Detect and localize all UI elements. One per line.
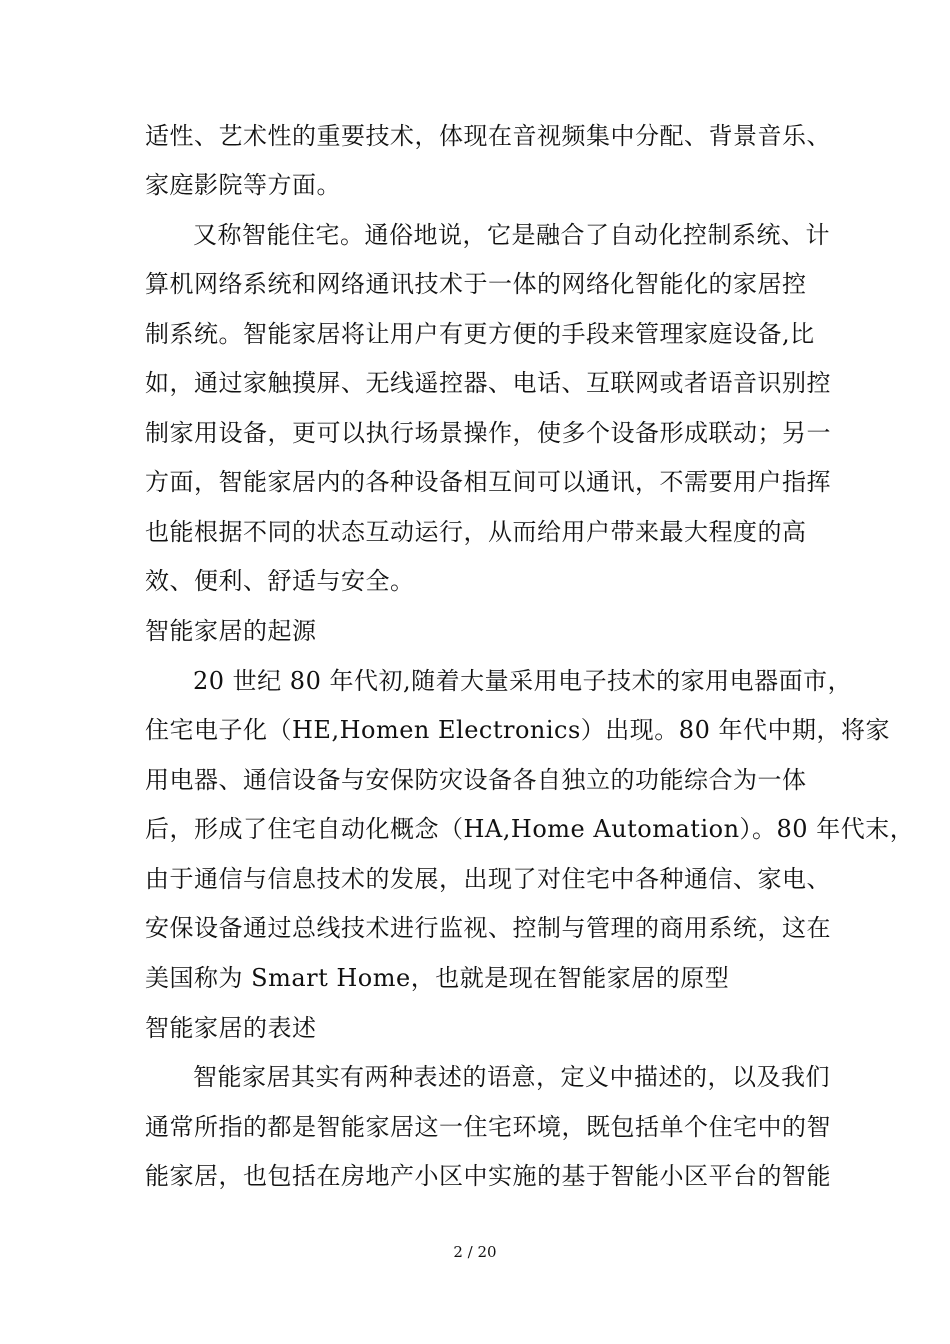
paragraph-line: 如，通过家触摸屏、无线遥控器、电话、互联网或者语音识别控 <box>145 369 831 397</box>
paragraph-line: 又称智能住宅。通俗地说，它是融合了自动化控制系统、计 <box>193 221 830 249</box>
paragraph-line: 算机网络系统和网络通讯技术于一体的网络化智能化的家居控 <box>145 270 807 298</box>
paragraph-line: 制家用设备，更可以执行场景操作，使多个设备形成联动；另一 <box>145 419 831 447</box>
page-number: 2 / 20 <box>453 1243 497 1261</box>
paragraph-line: 制系统。智能家居将让用户有更方便的手段来管理家庭设备,比 <box>145 320 815 348</box>
paragraph-line: 由于通信与信息技术的发展，出现了对住宅中各种通信、家电、 <box>145 865 831 893</box>
paragraph-line: 家庭影院等方面。 <box>145 171 341 199</box>
paragraph-line: 安保设备通过总线技术进行监视、控制与管理的商用系统，这在 <box>145 914 831 942</box>
paragraph-line: 20 世纪 80 年代初,随着大量采用电子技术的家用电器面市， <box>193 667 853 695</box>
paragraph-line: 智能家居其实有两种表述的语意，定义中描述的，以及我们 <box>193 1063 830 1091</box>
paragraph-line: 住宅电子化（HE,Homen Electronics）出现。80 年代中期，将家 <box>145 716 890 744</box>
section-heading: 智能家居的表述 <box>145 1014 317 1042</box>
section-heading: 智能家居的起源 <box>145 617 317 645</box>
paragraph-line: 用电器、通信设备与安保防灾设备各自独立的功能综合为一体 <box>145 766 807 794</box>
paragraph-line: 能家居，也包括在房地产小区中实施的基于智能小区平台的智能 <box>145 1162 831 1190</box>
paragraph-line: 适性、艺术性的重要技术，体现在音视频集中分配、背景音乐、 <box>145 122 831 150</box>
paragraph-line: 美国称为 Smart Home，也就是现在智能家居的原型 <box>145 964 730 992</box>
paragraph-line: 也能根据不同的状态互动运行，从而给用户带来最大程度的高 <box>145 518 807 546</box>
paragraph-line: 通常所指的都是智能家居这一住宅环境，既包括单个住宅中的智 <box>145 1113 831 1141</box>
paragraph-line: 后，形成了住宅自动化概念（HA,Home Automation）。80 年代末， <box>145 815 915 843</box>
paragraph-line: 方面，智能家居内的各种设备相互间可以通讯，不需要用户指挥 <box>145 468 831 496</box>
paragraph-line: 效、便利、舒适与安全。 <box>145 567 415 595</box>
